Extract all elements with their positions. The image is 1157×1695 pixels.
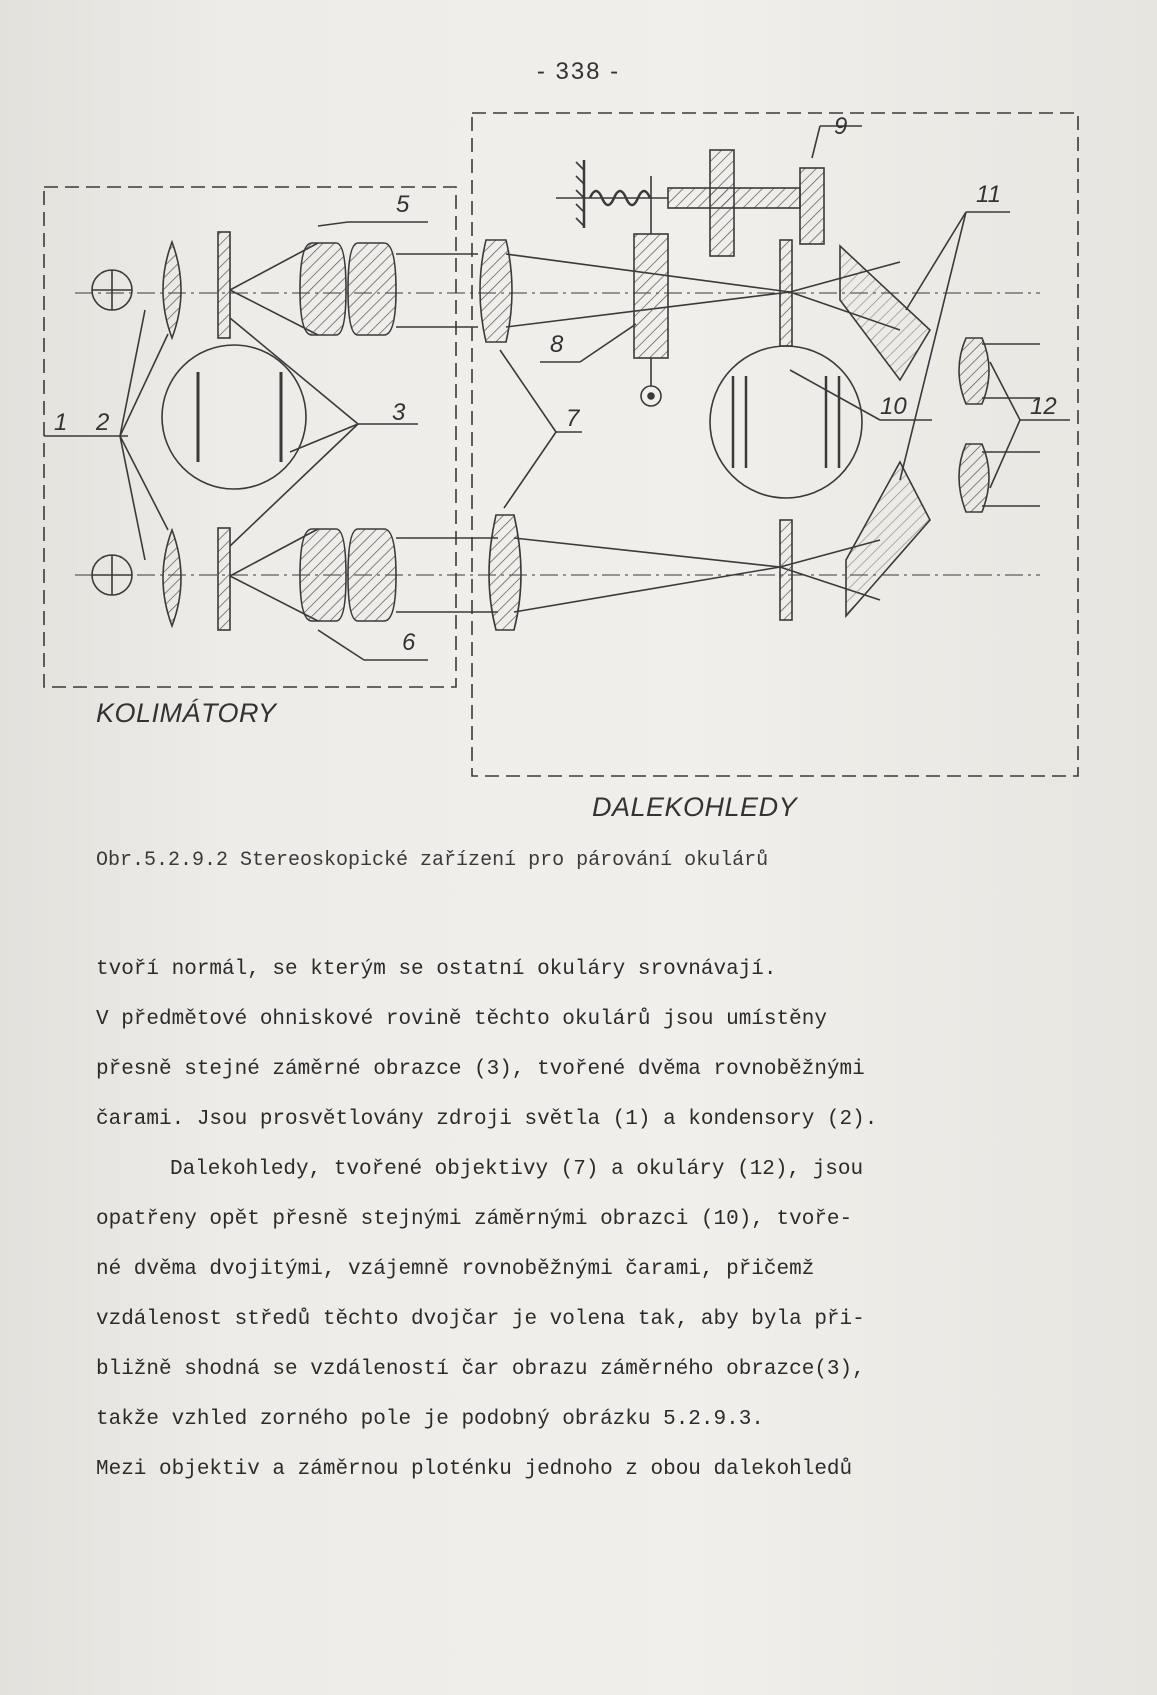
reticle-view-left (162, 345, 306, 489)
text-line: vzdálenost středů těchto dvojčar je volena tak, aby byla při- (96, 1308, 865, 1331)
reticle-plate-top (218, 232, 230, 338)
text-line: čarami. Jsou prosvětlovány zdroji světla (1) a kondensory (2). (96, 1108, 878, 1131)
text-line: Dalekohledy, tvořené objektivy (7) a okuláry (12), jsou (170, 1158, 864, 1181)
body-text (96, 945, 1056, 1495)
condenser-top (163, 242, 181, 338)
reticle-plate-bottom (218, 528, 230, 630)
callout-7: 7 (566, 405, 580, 432)
callout-11: 11 (976, 181, 1001, 208)
callout-6: 6 (402, 629, 416, 656)
test-eyepiece-top (959, 338, 989, 404)
text-line: V předmětové ohniskové rovině těchto okulárů jsou umístěny (96, 1008, 827, 1031)
callout-3: 3 (392, 399, 406, 426)
text-line: bližně shodná se vzdáleností čar obrazu záměrného obrazce(3), (96, 1358, 865, 1381)
callout-10: 10 (880, 393, 907, 420)
callout-12: 12 (1030, 393, 1057, 420)
page-number: - 338 - (536, 58, 621, 85)
callout-5: 5 (396, 191, 410, 218)
text-line: né dvěma dvojitými, vzájemně rovnoběžnými čarami, přičemž (96, 1258, 815, 1281)
condenser-bottom (163, 530, 181, 626)
text-line: přesně stejné záměrné obrazce (3), tvořené dvěma rovnoběžnými (96, 1058, 865, 1081)
compensator-wedge (634, 234, 668, 358)
dalekohledy-label: DALEKOHLEDY (592, 792, 798, 822)
objective-bottom (489, 515, 521, 630)
kolimatory-label: KOLIMÁTORY (96, 698, 277, 728)
text-line: takže vzhled zorného pole je podobný obrázku 5.2.9.3. (96, 1408, 764, 1431)
callout-9: 9 (834, 113, 848, 140)
callout-8: 8 (550, 331, 564, 358)
text-line: opatřeny opět přesně stejnými záměrnými obrazci (10), tvoře- (96, 1208, 853, 1231)
prism-bottom (846, 462, 930, 616)
test-eyepiece-bottom (959, 444, 989, 512)
telescope-reticle-bottom (780, 520, 792, 620)
telescope-reticle-top (780, 240, 792, 346)
callout-1: 1 (54, 409, 68, 436)
callout-2: 2 (96, 409, 110, 436)
figure-caption: Obr.5.2.9.2 Stereoskopické zařízení pro párování okulárů (96, 849, 769, 872)
text-line: Mezi objektiv a záměrnou ploténku jednoho z obou dalekohledů (96, 1458, 853, 1481)
text-line: tvoří normál, se kterým se ostatní okuláry srovnávají. (96, 958, 777, 981)
